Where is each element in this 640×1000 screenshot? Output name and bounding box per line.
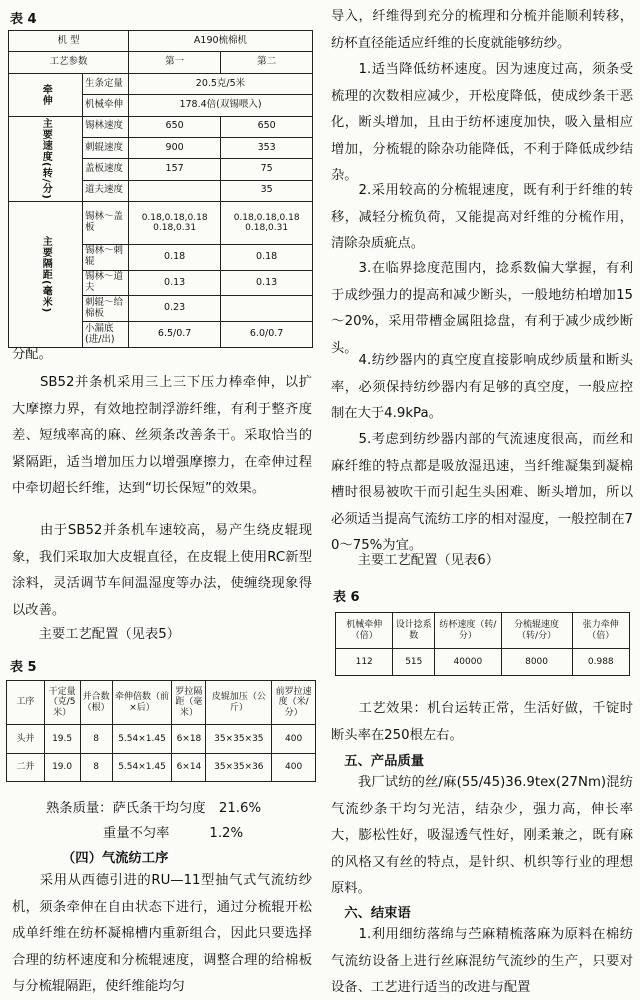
t4-cell: 35 [221,180,313,201]
paragraph: 4.纺纱器内的真空度直接影响成纱质量和断头率，必须保持纺纱器内有足够的真空度，一般应控制在大于4.9kPa。 [331,353,633,421]
paragraph: 采用从西德引进的RU—11型抽气式气流纺纱机，须条牵伸在自由状态下进行，通过分梳辊开松成单纤维在纺杯凝棉槽内重新组合，因此只要选择合理的纺杯速度和分梳辊速度，调整合理的给棉板与分梳辊隔距，使纤维能均匀 [12,873,312,994]
section-heading: 六、结束语 [331,906,411,921]
table5-caption: 表 5 [10,660,37,675]
paragraph: 1.适当降低纺杯速度。因为速度过高，须条受梳理的次数相应减少，开松度降低，使成纱条干恶化，断头增加，且由于纺杯速度加快，吸入量相应增加，分梳辊的除杂功能降低，不利于降低成纱结杂。 [331,62,633,183]
t5-header: 皮辊加压（公斤） [206,681,272,725]
t4-cell: 0.18,0.18,0.18 0.18,0.31 [221,202,313,245]
t5-cell: 头并 [7,725,45,754]
t6-cell: 112 [336,649,393,676]
t5-cell: 6×14 [172,753,206,782]
section-heading: （四）气流纺工序 [62,851,169,866]
t6-header: 分梳辊速度（转/分） [501,613,572,649]
t4-cell: 0.18 [221,244,313,270]
t4-cell: 0.13 [128,270,220,296]
t4-cell [221,296,313,322]
section-heading: 五、产品质量 [331,754,425,769]
t4-row-label: 生条定量 [83,73,129,94]
t4-h-machine: 机 型 [9,31,129,52]
t5-cell: 35×35×35 [206,725,272,754]
t4-row-label: 道夫速度 [83,180,129,201]
t5-header: 牵伸倍数（前×后） [112,681,172,725]
t5-cell: 5.54×1.45 [112,725,172,754]
t5-header: 并合数（根） [80,681,112,725]
t4-row-label: 锡林～盖板 [83,202,129,245]
t4-cell: 75 [221,159,313,180]
t5-header: 干定量（克/5米） [44,681,80,725]
paragraph: 2.采用较高的分梳辊速度，既有利于纤维的转移，减轻分梳负荷，又能提高对纤维的分梳作用，清除杂质疵点。 [331,183,633,251]
t5-cell: 400 [272,725,316,754]
table4-caption: 表 4 [10,12,37,27]
t5-cell: 8 [80,753,112,782]
paragraph: 导入，纤维得到充分的梳理和分梳并能顺利转移，纺杯直径能适应纤维的长度就能够纺纱。 [331,9,633,51]
t4-group-speed: 主要速度(转/分) [9,116,83,202]
paragraph: 主要工艺配置（见表5） [12,627,181,642]
t5-cell: 8 [80,725,112,754]
t6-header: 张力牵伸（倍） [572,613,629,649]
t4-row-label: 锡林速度 [83,116,129,137]
t4-row-label: 锡林～刺辊 [83,244,129,270]
t4-h-param: 工艺参数 [9,52,129,73]
t5-cell: 400 [272,753,316,782]
t5-cell: 19.0 [44,753,80,782]
paragraph: 3.在临界捻度范围内，捻系数偏大掌握，有利于成纱强力的提高和减少断头，一般地纺柏增加15～20%，采用带槽金属阻捻盘，有利于减少成纱断头。 [331,261,633,356]
t4-group-gauge: 主要隔距(毫米) [9,202,83,348]
t5-cell: 35×35×36 [206,753,272,782]
t4-cell: 650 [221,116,313,137]
table5 [6,680,316,782]
t5-cell: 6×18 [172,725,206,754]
t6-header: 机械牵伸（倍） [336,613,393,649]
t5-cell: 19.5 [44,725,80,754]
t4-cell: 157 [128,159,220,180]
t5-cell: 5.54×1.45 [112,753,172,782]
t4-h-first: 第一 [128,52,220,73]
t4-h-second: 第二 [221,52,313,73]
paragraph: 工艺效果：机台运转正常，生活好做，千锭时断头率在250根左右。 [331,701,633,743]
t4-row-label: 小漏底(进/出) [83,322,129,348]
t4-cell: 900 [128,137,220,158]
t4-cell: 0.23 [128,296,220,322]
table6 [335,612,630,676]
t6-cell: 8000 [501,649,572,676]
t4-cell: 6.5/0.7 [128,322,220,348]
t4-h-model: A190梳棉机 [128,31,312,52]
t4-cell: 6.0/0.7 [221,322,313,348]
t4-row-label: 刺辊速度 [83,137,129,158]
paragraph: 我厂试纺的丝/麻(55/45)36.9tex(27Nm)混纺气流纱条干均匀光洁，结杂少，强力高，伸长率大，膨松性好，吸湿透气性好，刚柔兼之，既有麻的风格又有丝的特点，是针织、机织等行业的理想原料。 [331,775,633,896]
paragraph: 由于SB52并条机车速较高，易产生绕皮辊现象，我们采取加大皮辊直径，在皮辊上使用RC新型涂料，灵活调节车间温湿度等办法，使缠绕现象得以改善。 [12,523,312,618]
t4-row-label: 锡林～道夫 [83,270,129,296]
paragraph: SB52并条机采用三上三下压力棒牵伸，以扩大摩擦力界，有效地控制浮游纤维，有利于整齐度差、短绒率高的麻、丝须条改善条干。采取恰当的紧隔距，适当增加压力以增强摩擦力，在牵伸过程中牵切超长纤维，达到“切长保短”的效果。 [12,375,312,496]
t4-cell: 353 [221,137,313,158]
t4-cell: 20.5克/5米 [128,73,312,94]
t6-cell: 515 [393,649,435,676]
t5-header: 前罗拉速度（米/分） [272,681,316,725]
t4-row-label: 盖板速度 [83,159,129,180]
t5-header: 罗拉隔距（毫米） [172,681,206,725]
paragraph: 主要工艺配置（见表6） [331,553,500,568]
t4-cell: 650 [128,116,220,137]
t6-header: 纺杯速度（转/分） [435,613,501,649]
t5-header: 工序 [7,681,45,725]
t4-cell: 0.13 [221,270,313,296]
t4-row-label: 机械牵伸 [83,95,129,116]
t5-cell: 二并 [7,753,45,782]
t4-cell: 0.18 [128,244,220,270]
table6-caption: 表 6 [333,590,360,605]
t4-row-label: 刺辊～给棉板 [83,296,129,322]
paragraph: 分配。 [12,347,52,362]
quality-line: 重量不匀率 1.2% [103,826,244,841]
t6-header: 设计捻系数 [393,613,435,649]
quality-line: 熟条质量：萨氏条干均匀度 21.6% [46,801,262,816]
t4-group-draft: 牵伸 [9,73,83,116]
t4-cell: 0.18,0.18,0.18 0.18,0.31 [128,202,220,245]
paragraph: 1.利用细纺落绵与苎麻精梳落麻为原料在棉纺气流纺设备上进行丝麻混纺气流纱的生产，只要对设备、工艺进行适当的改进与配置 [331,927,633,995]
t6-cell: 40000 [435,649,501,676]
t4-cell: 178.4倍(双锡喂入) [128,95,312,116]
t4-cell [128,180,220,201]
paragraph: 5.考虑到纺纱器内部的气流速度很高，而丝和麻纤维的特点都是吸放湿迅速，当纤维凝集到凝棉槽时很易被吹干而引起生头困难、断头增加，所以必须适当提高气流纺工序的相对湿度，一般控制在70～75%为宜。 [331,432,633,553]
table4 [8,30,313,348]
t6-cell: 0.988 [572,649,629,676]
